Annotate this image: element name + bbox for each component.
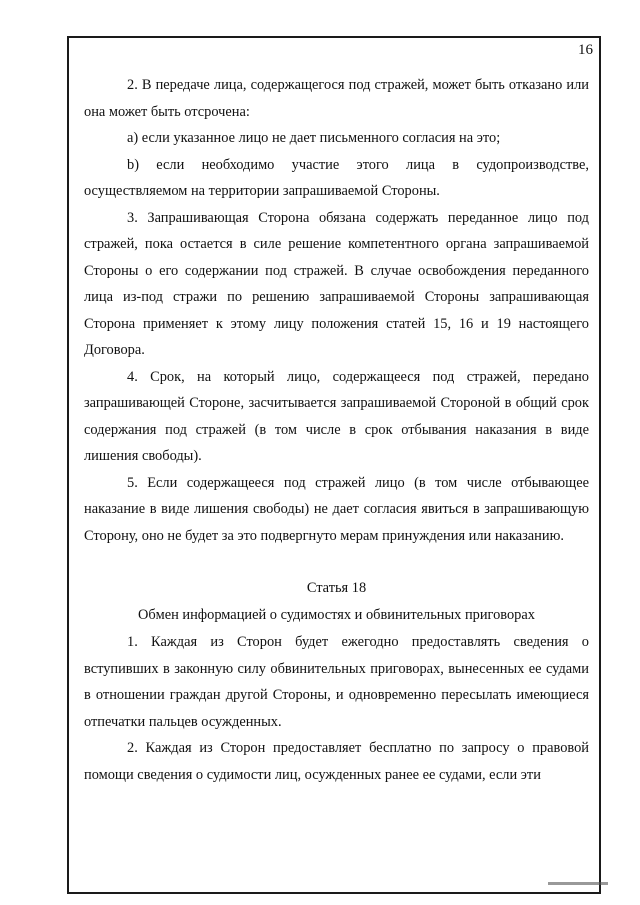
subparagraph-a: а) если указанное лицо не дает письменного согласия на это; [127, 130, 501, 146]
scan-artifact [548, 882, 608, 885]
paragraph-4: 4. Срок, на который лицо, содержащееся под стражей, передано запрашивающей Стороне, засчитывается запрашиваемой Стороной в общий срок содержания под стражей (в том числе в срок отбывания наказания в виде лишения свободы). [84, 368, 589, 464]
paragraph-2: 2. В передаче лица, содержащегося под стражей, может быть отказано или она может быть отсрочена: [84, 77, 589, 120]
paragraph-5: 5. Если содержащееся под стражей лицо (в том числе отбывающее наказание в виде лишения свободы) не дает согласия явиться в запрашивающую Сторону, оно не будет за это подвергнуто мерам принуждения или наказанию. [84, 474, 589, 544]
article-paragraph-2: 2. Каждая из Сторон предоставляет бесплатно по запросу о правовой помощи сведения о судимости лиц, осужденных ранее ее судами, если эти [84, 740, 589, 783]
page-number: 16 [578, 42, 593, 58]
document-body [84, 72, 589, 788]
article-title: Статья 18 [306, 580, 367, 596]
article-paragraph-1: 1. Каждая из Сторон будет ежегодно предоставлять сведения о вступивших в законную силу обвинительных приговорах, вынесенных ее судами в отношении граждан другой Стороны, и одновременно пересылать имеющиеся отпечатки пальцев осужденных. [84, 634, 589, 730]
article-subtitle: Обмен информацией о судимостях и обвинительных приговорах [138, 606, 535, 623]
paragraph-3: 3. Запрашивающая Сторона обязана содержать переданное лицо под стражей, пока остается в силе решение компетентного органа запрашиваемой Стороны о его содержании под стражей. В случае освобождения переданного лица из-под стражи по решению запрашиваемой Стороны запрашивающая Сторона применяет к этому лицу положения статей 15, 16 и 19 настоящего Договора. [84, 209, 589, 358]
subparagraph-b: b) если необходимо участие этого лица в судопроизводстве, осуществляемом на территории запрашиваемой Стороны. [84, 156, 589, 199]
page-frame [67, 36, 601, 894]
